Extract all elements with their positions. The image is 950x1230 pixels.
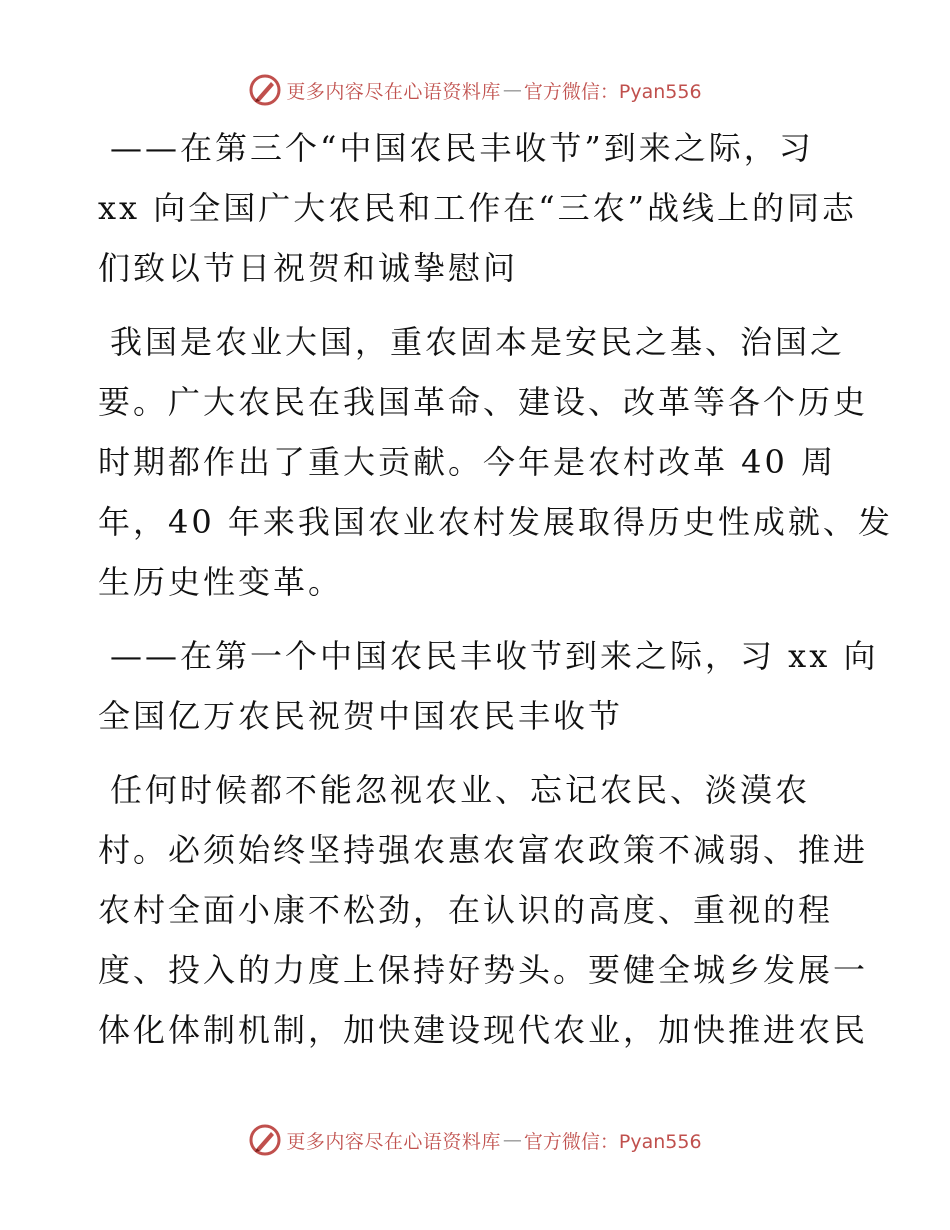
header-watermark	[0, 70, 950, 110]
paragraph-1	[98, 118, 858, 298]
text-line: 全国亿万农民祝贺中国农民丰收节	[98, 697, 624, 735]
text-line: ——在第三个“中国农民丰收节”到来之际，习	[110, 129, 814, 167]
paragraph-2	[98, 312, 893, 612]
text-line: xx 向全国广大农民和工作在“三农”战线上的同志	[98, 189, 857, 227]
text-line: 体化体制机制，加快建设现代农业，加快推进农民	[98, 1011, 869, 1049]
footer-watermark	[0, 1120, 950, 1160]
pen-logo-icon	[248, 1123, 282, 1157]
watermark-label: 更多内容尽在心语资料库	[286, 1130, 501, 1153]
text-line: ——在第一个中国农民丰收节到来之际，习 xx 向	[110, 637, 879, 675]
pen-logo-icon	[248, 73, 282, 107]
text-line: 年，40 年来我国农业农村发展取得历史性成就、发	[98, 503, 893, 541]
text-line: 村。必须始终坚持强农惠农富农政策不减弱、推进	[98, 831, 869, 869]
text-line: 们致以节日祝贺和诚挚慰问	[98, 249, 519, 287]
text-line: 要。广大农民在我国革命、建设、改革等各个历史	[98, 383, 869, 421]
text-line: 时期都作出了重大贡献。今年是农村改革 40 周	[98, 443, 837, 481]
paragraph-3	[98, 626, 879, 746]
watermark-dash: —	[502, 1129, 522, 1151]
text-line: 度、投入的力度上保持好势头。要健全城乡发展一	[98, 951, 869, 989]
document-body	[98, 118, 893, 1074]
text-line: 我国是农业大国，重农固本是安民之基、治国之	[110, 323, 846, 361]
text-line: 生历史性变革。	[98, 563, 344, 601]
watermark-wechat: 官方微信：Pyan556	[523, 80, 702, 103]
text-line: 任何时候都不能忽视农业、忘记农民、淡漠农	[110, 771, 811, 809]
watermark-dash: —	[502, 79, 522, 101]
text-line: 农村全面小康不松劲，在认识的高度、重视的程	[98, 891, 834, 929]
watermark-label: 更多内容尽在心语资料库	[286, 80, 501, 103]
watermark-wechat: 官方微信：Pyan556	[523, 1130, 702, 1153]
paragraph-4	[98, 760, 869, 1060]
